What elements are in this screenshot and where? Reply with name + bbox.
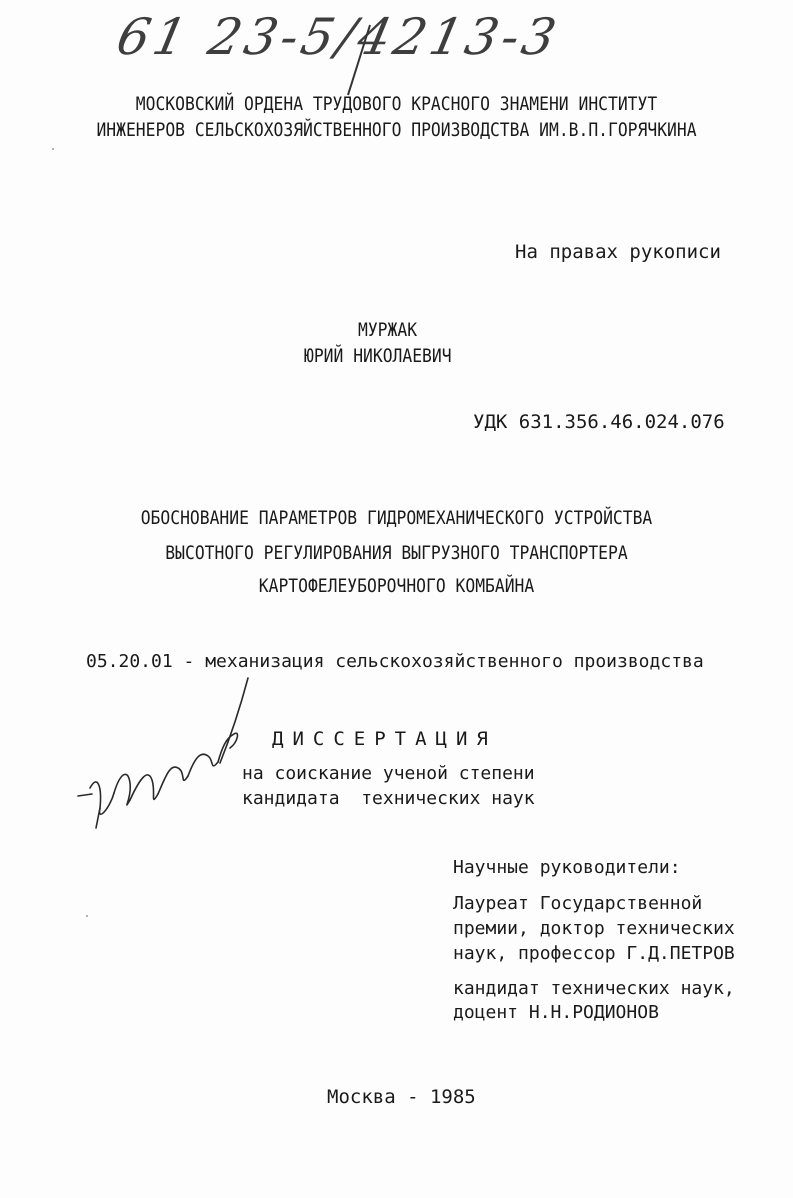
title-line-1: ОБОСНОВАНИЕ ПАРАМЕТРОВ ГИДРОМЕХАНИЧЕСКОГО УСТРОЙСТВА — [140, 507, 653, 529]
scan-speck — [52, 148, 54, 150]
title-line-3: КАРТОФЕЛЕУБОРОЧНОГО КОМБАЙНА — [258, 575, 535, 597]
scan-speck — [86, 915, 88, 917]
title-line-2: ВЫСОТНОГО РЕГУЛИРОВАНИЯ ВЫГРУЗНОГО ТРАНСПОРТЕРА — [165, 542, 628, 564]
supervisor-1-line-2: премии, доктор технических — [453, 918, 735, 939]
supervisor-1-line-1: Лауреат Государственной — [453, 893, 703, 914]
handwritten-slash-mark — [330, 20, 390, 100]
supervisor-1-line-3: наук, профессор Г.Д.ПЕТРОВ — [453, 943, 735, 964]
author-name: ЮРИЙ НИКОЛАЕВИЧ — [304, 345, 452, 367]
dissertation-line-2: кандидата технических наук — [242, 788, 535, 809]
dissertation-heading: ДИССЕРТАЦИЯ — [272, 728, 497, 750]
institute-line-1: МОСКОВСКИЙ ОРДЕНА ТРУДОВОГО КРАСНОГО ЗНАМЕНИ ИНСТИТУТ — [135, 93, 658, 115]
rights-note: На правах рукописи — [515, 241, 721, 263]
supervisor-2-line-2: доцент Н.Н.РОДИОНОВ — [453, 1002, 659, 1023]
supervisor-2-line-1: кандидат технических наук, — [453, 978, 735, 999]
handwritten-signature — [70, 668, 260, 838]
udk-code: УДК 631.356.46.024.076 — [473, 411, 725, 433]
specialty-code: 05.20.01 - механизация сельскохозяйственного производства — [86, 651, 704, 672]
institute-line-2: ИНЖЕНЕРОВ СЕЛЬСКОХОЗЯЙСТВЕННОГО ПРОИЗВОДСТВА ИМ.В.П.ГОРЯЧКИНА — [96, 119, 697, 141]
place-year: Москва - 1985 — [327, 1086, 476, 1108]
author-surname: МУРЖАК — [358, 319, 418, 341]
supervisors-heading: Научные руководители: — [453, 857, 681, 878]
dissertation-line-1: на соискание ученой степени — [242, 763, 535, 784]
handwritten-archive-code: 61 23-5/4213-3 — [111, 8, 565, 66]
